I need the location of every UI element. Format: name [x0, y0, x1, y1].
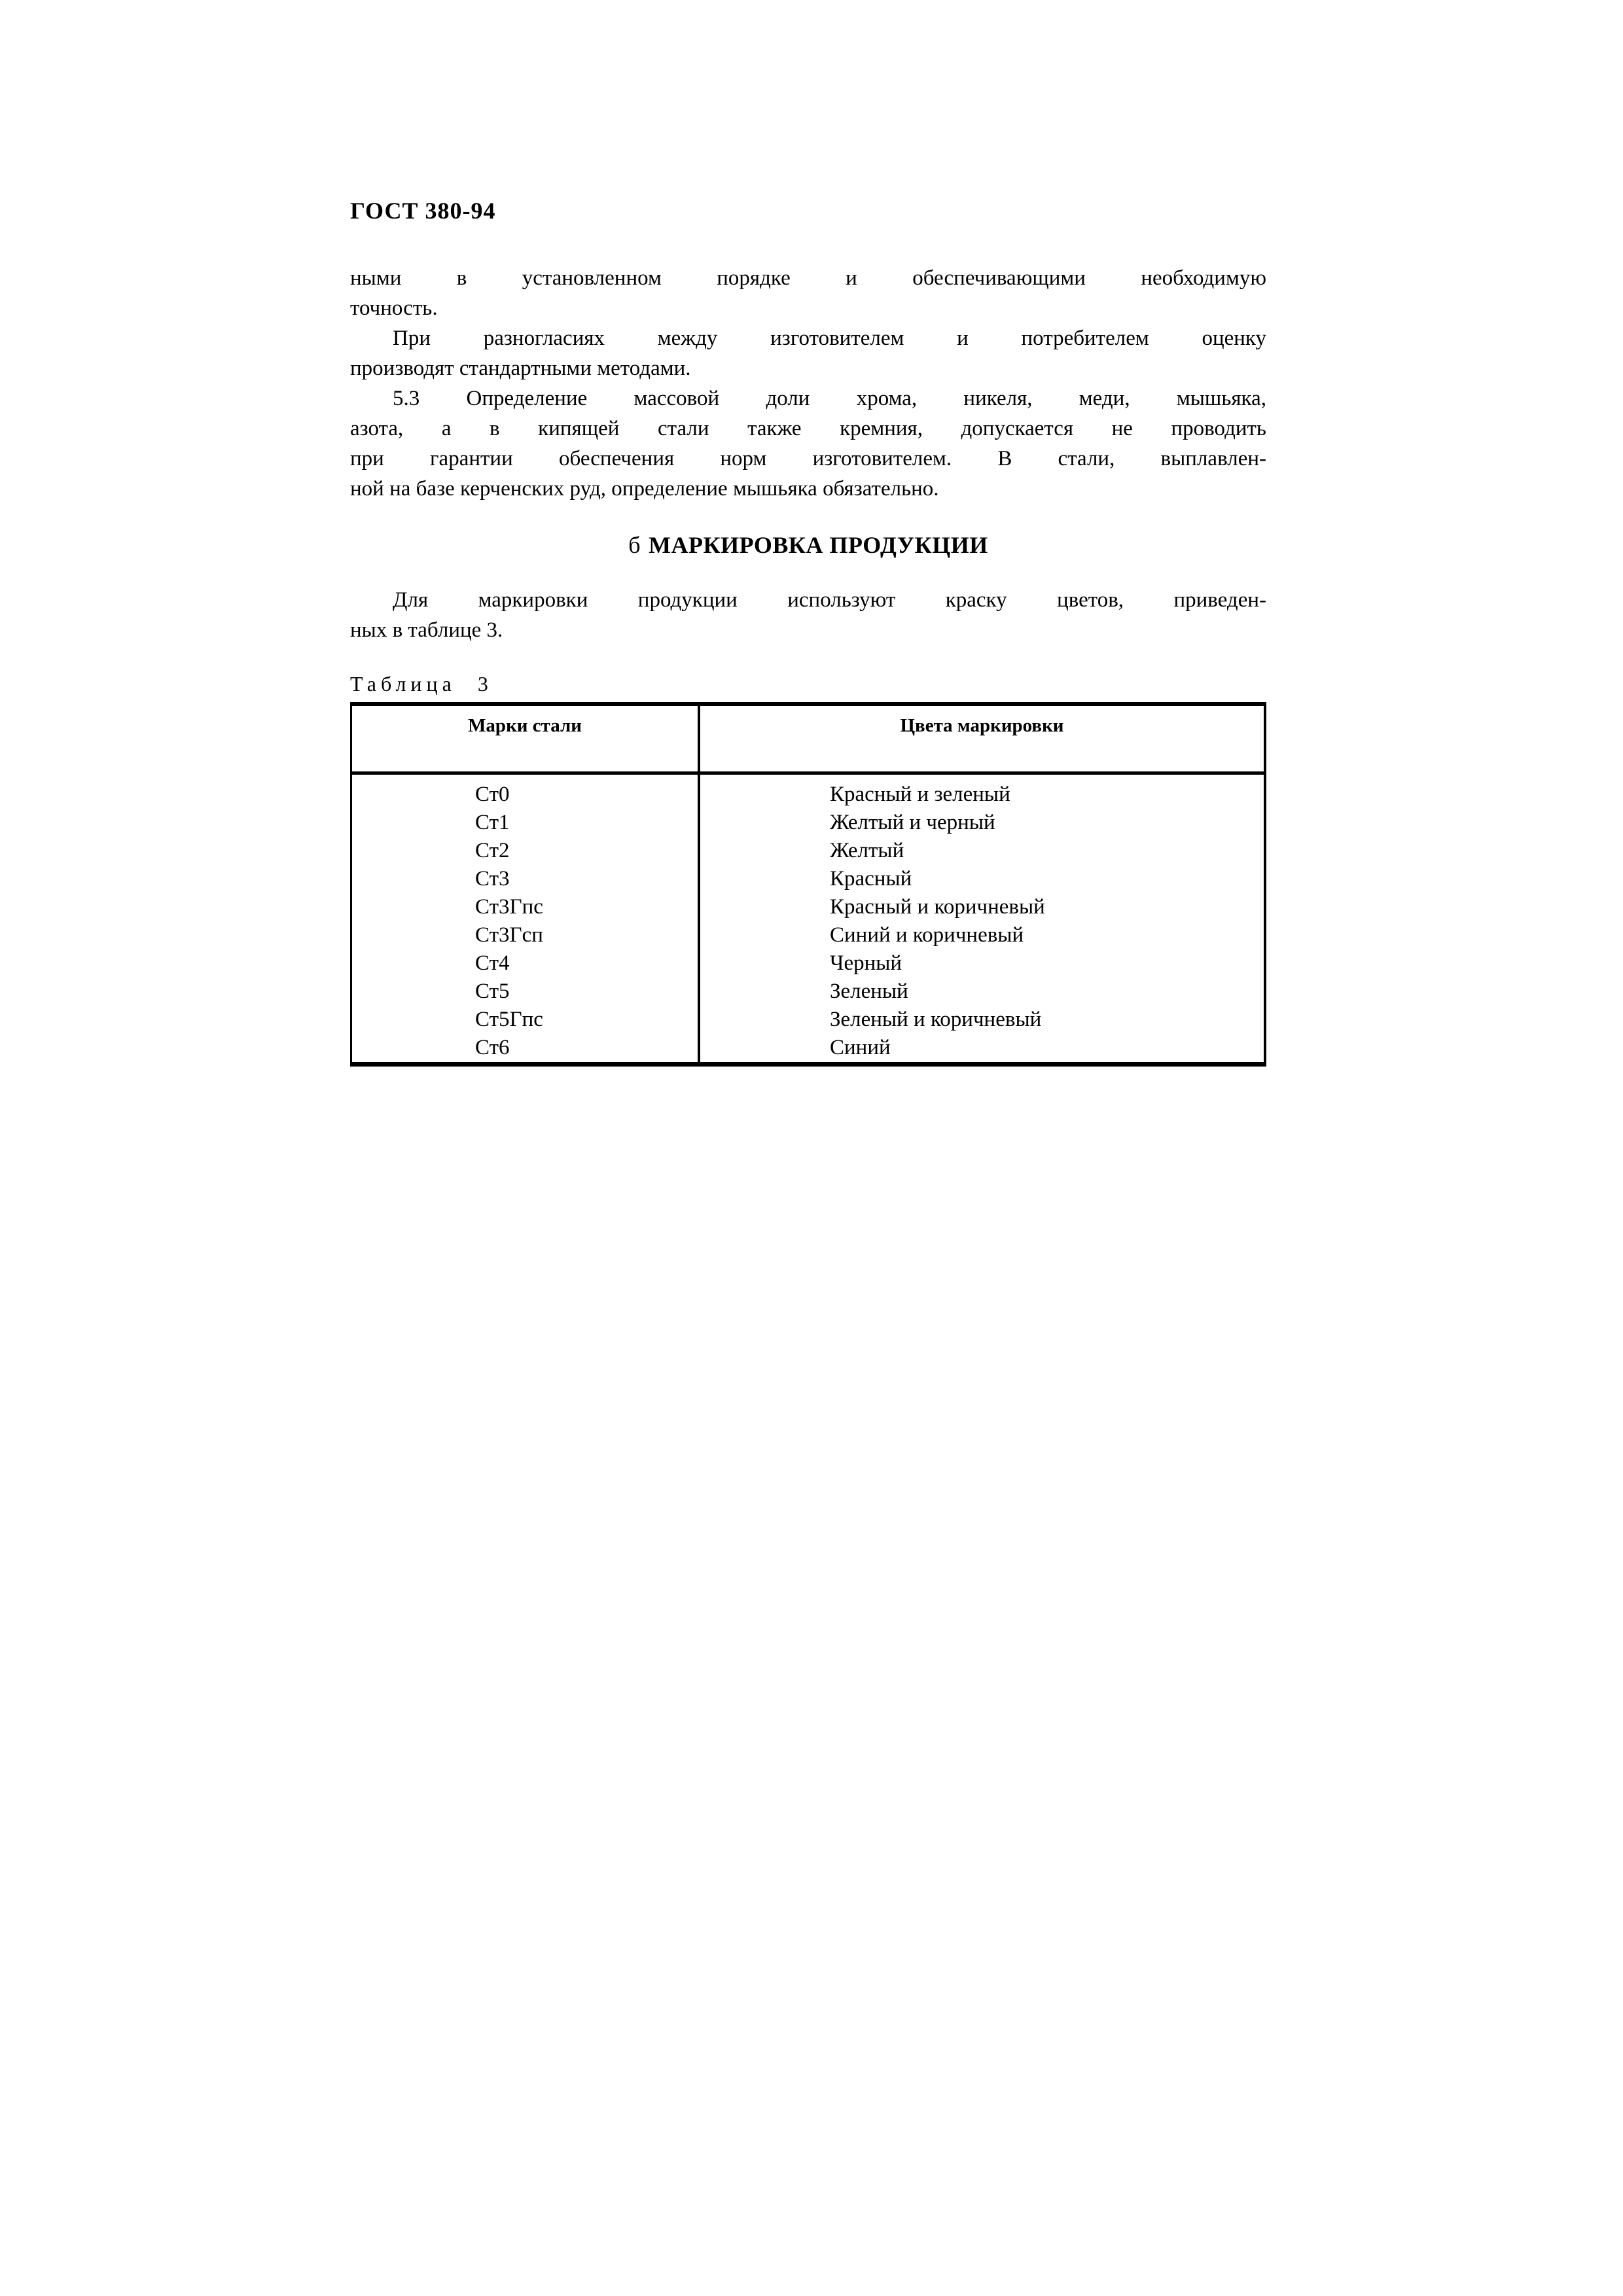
doc-code: ГОСТ 380-94	[350, 198, 496, 224]
marking-color-cell: Желтый и черный	[830, 811, 995, 834]
text-line: ными в установленном порядке и обеспечивающими необходимую	[350, 266, 1266, 290]
text-line: При разногласиях между изготовителем и потребителем оценку	[393, 327, 1266, 350]
table-row	[351, 978, 1266, 1006]
section-number: б	[628, 532, 641, 558]
marking-color-cell: Синий	[830, 1036, 891, 1059]
page-content	[350, 196, 1266, 1067]
text-line: при гарантии обеспечения норм изготовителем. В стали, выплавлен-	[350, 447, 1266, 470]
steel-grade-cell: Ст4	[351, 949, 700, 978]
text-line: точность.	[350, 296, 438, 320]
column-header-steel-grades: Марки стали	[351, 704, 700, 773]
text-line: ных в таблице 3.	[350, 618, 503, 642]
marking-color-cell: Красный и зеленый	[830, 783, 1010, 806]
table-row	[351, 1006, 1266, 1034]
steel-grade-cell: Ст3Гпс	[351, 893, 700, 921]
section-title: МАРКИРОВКА ПРОДУКЦИИ	[649, 532, 988, 558]
steel-grade-cell: Ст0	[351, 773, 700, 809]
text-line: ной на базе керченских руд, определение мышьяка обязательно.	[350, 477, 939, 501]
steel-grade-cell: Ст1	[351, 809, 700, 837]
table-row	[351, 773, 1266, 809]
body-paragraphs	[350, 263, 1266, 504]
steel-grade-cell: Ст5	[351, 978, 700, 1006]
section-heading	[350, 530, 1266, 560]
text-line: производят стандартными методами.	[350, 357, 691, 380]
marking-color-cell: Зеленый	[830, 980, 908, 1003]
table-label: Таблица 3	[350, 672, 493, 696]
intro-paragraphs	[350, 585, 1266, 645]
steel-grade-cell: Ст6	[351, 1034, 700, 1065]
steel-grade-cell: Ст3Гсп	[351, 921, 700, 949]
steel-grade-cell: Ст2	[351, 837, 700, 865]
table-row	[351, 949, 1266, 978]
table-row	[351, 809, 1266, 837]
text-line: Для маркировки продукции используют краску цветов, приведен-	[393, 588, 1266, 612]
steel-grade-cell: Ст5Гпс	[351, 1006, 700, 1034]
marking-color-cell: Красный	[830, 867, 912, 891]
marking-color-cell: Желтый	[830, 839, 904, 862]
marking-table-head	[351, 704, 1266, 773]
marking-table-body	[351, 773, 1266, 1065]
table-header-row	[351, 704, 1266, 773]
marking-color-cell: Красный и коричневый	[830, 895, 1045, 919]
marking-color-cell: Черный	[830, 951, 902, 975]
steel-grade-cell: Ст3	[351, 865, 700, 893]
table-row	[351, 865, 1266, 893]
marking-color-cell: Синий и коричневый	[830, 923, 1024, 947]
text-line: 5.3 Определение массовой доли хрома, никеля, меди, мышьяка,	[393, 387, 1266, 410]
table-row	[351, 893, 1266, 921]
text-line: азота, а в кипящей стали также кремния, допускается не проводить	[350, 417, 1266, 440]
column-header-marking-colors: Цвета маркировки	[699, 704, 1265, 773]
table-row	[351, 1034, 1266, 1065]
marking-table	[350, 702, 1266, 1067]
marking-color-cell: Зеленый и коричневый	[830, 1008, 1042, 1031]
table-row	[351, 921, 1266, 949]
table-row	[351, 837, 1266, 865]
